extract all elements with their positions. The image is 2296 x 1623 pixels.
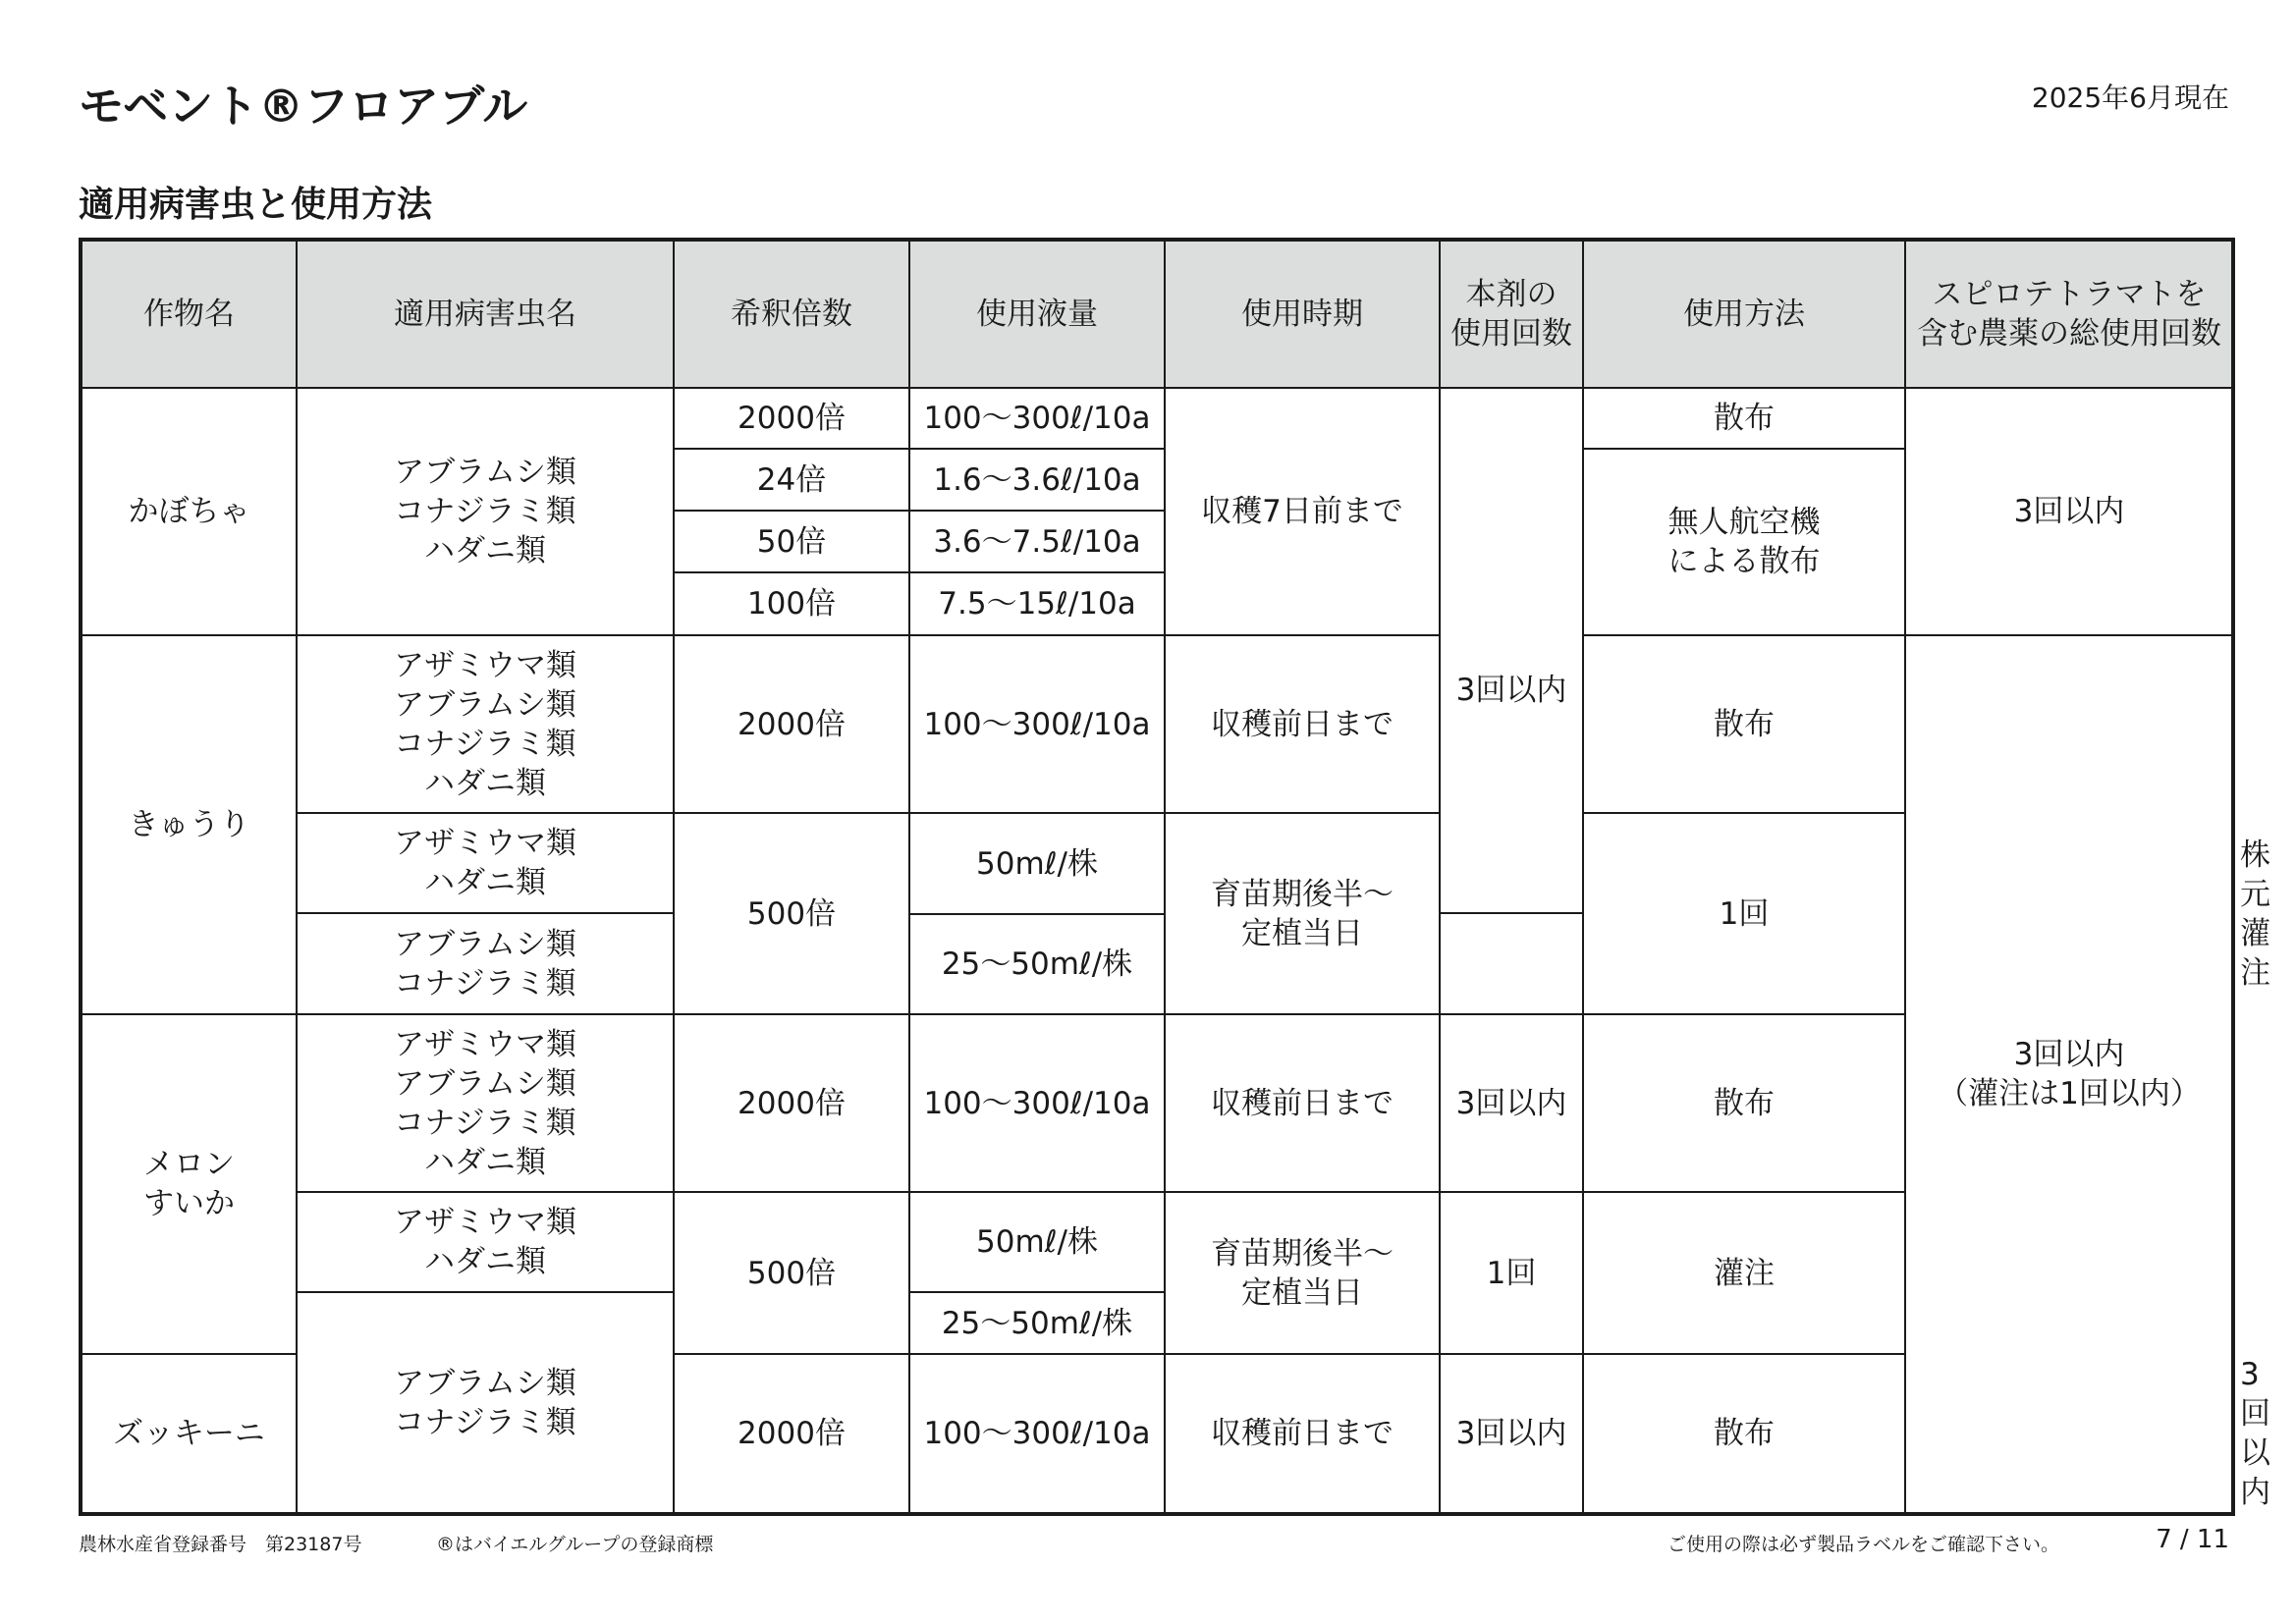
dilution-cell: 100倍 <box>674 572 909 635</box>
method-cell: 散布 <box>1583 1014 1905 1192</box>
table-row <box>81 388 2233 449</box>
timing-cell: 収穫前日まで <box>1165 635 1440 813</box>
pest-cell: アザミウマ類 ハダニ類 <box>297 1192 674 1292</box>
trademark-note: ®はバイエルグループの登録商標 <box>436 1534 714 1555</box>
timing-cell: 育苗期後半〜 定植当日 <box>1165 1192 1440 1354</box>
crop-cell: きゅうり <box>81 635 297 1014</box>
timing-cell: 育苗期後半〜 定植当日 <box>1165 813 1440 1014</box>
dilution-cell: 2000倍 <box>674 635 909 813</box>
crop-cell: かぼちゃ <box>81 388 297 635</box>
method-cell: 散布 <box>1583 635 1905 813</box>
section-title: 適用病害虫と使用方法 <box>79 185 433 225</box>
method-cell: 散布 <box>1583 1354 1905 1514</box>
header-dilution: 希釈倍数 <box>674 240 909 388</box>
method-cell: 無人航空機 による散布 <box>1583 449 1905 635</box>
pest-cell: アザミウマ類 ハダニ類 <box>297 813 674 913</box>
volume-cell: 25〜50mℓ/株 <box>909 1292 1165 1354</box>
count-cell: 1回 <box>1583 813 1905 1014</box>
timing-cell: 収穫7日前まで <box>1165 388 1440 635</box>
crop-cell: メロン すいか <box>81 1014 297 1354</box>
volume-cell: 50mℓ/株 <box>909 813 1165 914</box>
volume-cell: 3.6〜7.5ℓ/10a <box>909 511 1165 572</box>
label-notice: ご使用の際は必ず製品ラベルをご確認下さい。 <box>1667 1534 2060 1555</box>
crop-cell: ズッキーニ <box>81 1354 297 1514</box>
dilution-cell: 2000倍 <box>674 1354 909 1514</box>
date-label: 2025年6月現在 <box>2031 81 2229 114</box>
volume-cell: 7.5〜15ℓ/10a <box>909 572 1165 635</box>
pest-cell: アブラムシ類 コナジラミ類 <box>297 913 674 1014</box>
pest-cell: アブラムシ類 コナジラミ類 <box>297 1292 674 1514</box>
volume-cell: 100〜300ℓ/10a <box>909 388 1165 449</box>
method-cell: 灌注 <box>1583 1192 1905 1354</box>
table-row: アザミウマ類 ハダニ類 500倍 50mℓ/株 育苗期後半〜 定植当日 1回 株元灌注 <box>81 813 2233 913</box>
pest-cell: アブラムシ類 コナジラミ類 ハダニ類 <box>297 388 674 635</box>
dilution-cell: 2000倍 <box>674 1014 909 1192</box>
header-method: 使用方法 <box>1583 240 1905 388</box>
method-cell: 散布 <box>1583 388 1905 449</box>
header-pest: 適用病害虫名 <box>297 240 674 388</box>
timing-cell: 収穫前日まで <box>1165 1014 1440 1192</box>
total-count-cell: 3回以内 （灌注は1回以内） <box>1905 635 2233 1514</box>
total-count-cell: 3回以内 <box>1905 388 2233 635</box>
page-number: 7 / 11 <box>2156 1525 2229 1554</box>
header-count: 本剤の 使用回数 <box>1440 240 1583 388</box>
header-crop: 作物名 <box>81 240 297 388</box>
pest-cell: アザミウマ類 アブラムシ類 コナジラミ類 ハダニ類 <box>297 635 674 813</box>
table-row: ズッキーニ 2000倍 100〜300ℓ/10a 収穫前日まで 3回以内 散布 3回以内 <box>81 1354 2233 1514</box>
dilution-cell: 500倍 <box>674 813 909 1014</box>
page-title: モベント®フロアブル <box>79 80 528 133</box>
dilution-cell: 500倍 <box>674 1192 909 1354</box>
dilution-cell: 24倍 <box>674 449 909 511</box>
dilution-cell: 50倍 <box>674 511 909 572</box>
pest-cell: アザミウマ類 アブラムシ類 コナジラミ類 ハダニ類 <box>297 1014 674 1192</box>
count-cell: 1回 <box>1440 1192 1583 1354</box>
header-volume: 使用液量 <box>909 240 1165 388</box>
dilution-cell: 2000倍 <box>674 388 909 449</box>
registration-number: 農林水産省登録番号 第23187号 <box>79 1534 362 1555</box>
table-row <box>81 635 2233 813</box>
volume-cell: 25〜50mℓ/株 <box>909 914 1165 1014</box>
count-cell: 3回以内 <box>1440 1354 1583 1514</box>
volume-cell: 100〜300ℓ/10a <box>909 1354 1165 1514</box>
count-cell: 3回以内 <box>1440 1014 1583 1192</box>
header-timing: 使用時期 <box>1165 240 1440 388</box>
header-total-count: スピロテトラマトを 含む農薬の総使用回数 <box>1905 240 2233 388</box>
volume-cell: 100〜300ℓ/10a <box>909 635 1165 813</box>
table-header-row <box>81 240 2233 388</box>
volume-cell: 1.6〜3.6ℓ/10a <box>909 449 1165 511</box>
volume-cell: 100〜300ℓ/10a <box>909 1014 1165 1192</box>
application-table <box>79 238 2270 1516</box>
count-cell: 3回以内 <box>1440 388 1583 913</box>
volume-cell: 50mℓ/株 <box>909 1192 1165 1292</box>
timing-cell: 収穫前日まで <box>1165 1354 1440 1514</box>
